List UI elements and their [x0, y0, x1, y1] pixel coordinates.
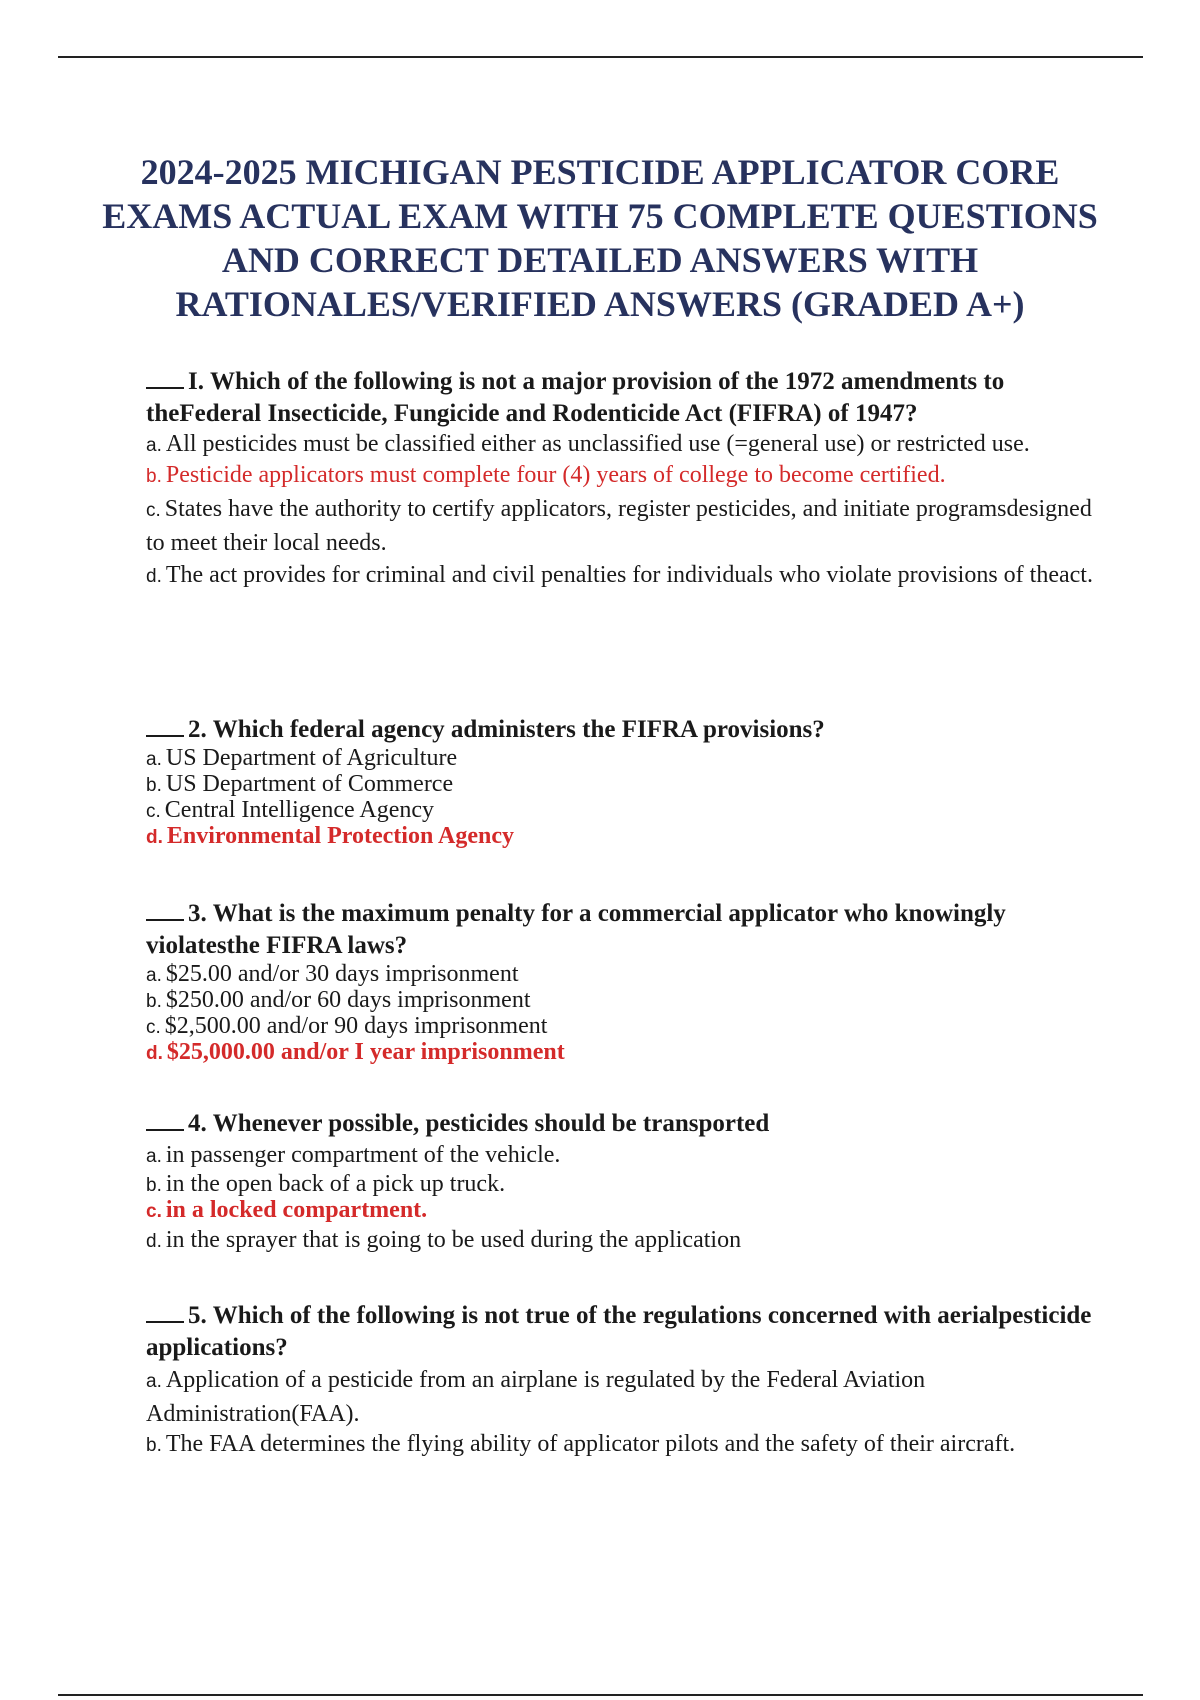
- option: [146, 1228, 1106, 1254]
- question-text: What is the maximum penalty for a commercial applicator who knowingly violatesthe FIFRA laws?: [146, 900, 1006, 959]
- option: [146, 432, 1106, 458]
- option: [146, 1364, 1106, 1430]
- option: [146, 493, 1106, 559]
- option-letter: d.: [146, 827, 163, 848]
- option-text: States have the authority to certify applicators, register pesticides, and initiate programsdesigned to meet their local needs.: [146, 496, 1092, 556]
- option-text: Environmental Protection Agency: [166, 823, 514, 849]
- question-4: [146, 1108, 1106, 1254]
- option-correct: [146, 1198, 1106, 1224]
- answer-blank: [146, 1129, 184, 1131]
- option-text: in the open back of a pick up truck.: [165, 1171, 506, 1197]
- option-text: All pesticides must be classified either as unclassified use (=general use) or restricted use.: [165, 431, 1030, 457]
- option-text: $25.00 and/or 30 days imprisonment: [165, 961, 519, 987]
- answer-blank: [146, 387, 184, 389]
- answer-blank: [146, 735, 184, 737]
- top-rule: [58, 56, 1143, 58]
- option: [146, 1140, 1106, 1172]
- option-letter: b.: [146, 466, 162, 487]
- option: [146, 1432, 1106, 1458]
- option-letter: b.: [146, 1435, 162, 1456]
- answer-blank: [146, 1321, 184, 1323]
- option-letter: b.: [146, 1175, 162, 1196]
- option-text: The FAA determines the flying ability of applicator pilots and the safety of their aircraft.: [165, 1431, 1016, 1457]
- option-letter: c.: [146, 500, 161, 521]
- option: [146, 559, 1106, 593]
- question-2: [146, 714, 1106, 850]
- question-3: [146, 898, 1106, 1066]
- option-correct: [146, 824, 1106, 850]
- question-stem: [146, 1108, 1106, 1140]
- option-text: $250.00 and/or 60 days imprisonment: [165, 987, 531, 1013]
- question-text: Which of the following is not true of the regulations concerned with aerialpesticide applications?: [146, 1302, 1092, 1361]
- question-number: 4.: [188, 1110, 207, 1137]
- option-letter: d.: [146, 1043, 163, 1064]
- option-text: Pesticide applicators must complete four (4) years of college to become certified.: [165, 462, 946, 488]
- option: [146, 1014, 1106, 1040]
- option: [146, 772, 1106, 798]
- option: [146, 746, 1106, 772]
- option: [146, 1172, 1106, 1198]
- option: [146, 988, 1106, 1014]
- option-correct: [146, 463, 1106, 489]
- question-stem: [146, 898, 1106, 962]
- question-text: Which federal agency administers the FIFRA provisions?: [212, 716, 825, 743]
- title-line: EXAMS ACTUAL EXAM WITH 75 COMPLETE QUESTIONS: [102, 196, 1098, 236]
- option-letter: b.: [146, 991, 162, 1012]
- question-number: 2.: [188, 716, 207, 743]
- option-text: $2,500.00 and/or 90 days imprisonment: [164, 1013, 548, 1039]
- option-text: US Department of Agriculture: [165, 745, 458, 771]
- option-text: in passenger compartment of the vehicle.: [165, 1142, 561, 1168]
- answer-blank: [146, 919, 184, 921]
- option-letter: d.: [146, 1231, 162, 1252]
- title-line: AND CORRECT DETAILED ANSWERS WITH: [221, 240, 979, 280]
- question-stem: [146, 366, 1106, 430]
- option-letter: a.: [146, 749, 162, 770]
- option-letter: c.: [146, 1201, 162, 1222]
- question-text: Which of the following is not a major provision of the 1972 amendments to theFederal Insecticide, Fungicide and Rodenticide Act (FIFRA) of 1947?: [146, 368, 1005, 427]
- question-5: [146, 1300, 1106, 1458]
- option-text: The act provides for criminal and civil penalties for individuals who violate provisions of theact.: [165, 562, 1093, 588]
- option-text: US Department of Commerce: [165, 771, 454, 797]
- question-number: 3.: [188, 900, 207, 927]
- option-text: Application of a pesticide from an airplane is regulated by the Federal Aviation Administration(FAA).: [146, 1367, 926, 1427]
- question-text: Whenever possible, pesticides should be transported: [212, 1110, 770, 1137]
- option-letter: a.: [146, 1146, 162, 1167]
- option-letter: a.: [146, 435, 162, 456]
- option-letter: a.: [146, 965, 162, 986]
- option-letter: a.: [146, 1371, 162, 1392]
- page-title: [40, 150, 1160, 326]
- option-letter: c.: [146, 801, 161, 822]
- option-letter: d.: [146, 566, 162, 587]
- question-number: 5.: [188, 1302, 207, 1329]
- option-text: $25,000.00 and/or I year imprisonment: [166, 1039, 565, 1065]
- title-line: 2024-2025 MICHIGAN PESTICIDE APPLICATOR CORE: [140, 152, 1060, 192]
- question-stem: [146, 714, 1106, 746]
- option-text: Central Intelligence Agency: [164, 797, 435, 823]
- question-stem: [146, 1300, 1106, 1364]
- question-1: [146, 366, 1106, 593]
- option-text: in the sprayer that is going to be used during the application: [165, 1227, 742, 1253]
- option: [146, 962, 1106, 988]
- option-letter: c.: [146, 1017, 161, 1038]
- option-letter: b.: [146, 775, 162, 796]
- option-correct: [146, 1040, 1106, 1066]
- title-line: RATIONALES/VERIFIED ANSWERS (GRADED A+): [175, 284, 1025, 324]
- option: [146, 798, 1106, 824]
- question-number: I.: [188, 368, 204, 395]
- option-text: in a locked compartment.: [165, 1197, 428, 1223]
- bottom-rule: [58, 1694, 1143, 1696]
